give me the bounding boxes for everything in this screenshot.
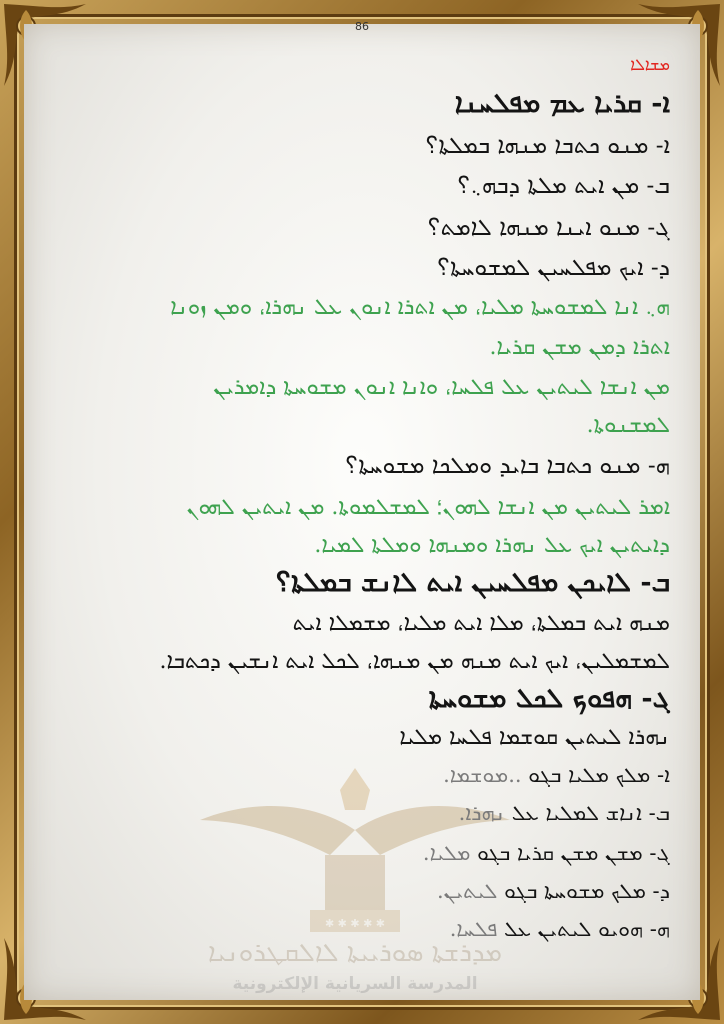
exercise-text: ܓ- ܡܫܢ ܡܫܢ ܩܪܝܐ ܒܓܘ	[477, 841, 670, 865]
exercise-blank: ܠܝܬܝܢ.	[437, 879, 498, 903]
section-a-heading: ܐ- ܩܪܝܐ ܥܡ ܡܦܠܚܢܐ	[454, 88, 670, 119]
page-number: 86	[355, 20, 369, 33]
answer-line: ܕܐܝܬܝܢ ܐܝܟ ܥܠ ܢܗܪܐ ܘܡܢܗܐ ܘܡܠܬܐ ܠܡܝܐ.	[314, 533, 670, 558]
section-c-heading: ܓ- ܗܦܘܟ ܠܟܠ ܡܫܘܚܬܐ	[428, 683, 670, 714]
exercise-text: ܒ- ܐܢܐܫ ܠܡܠܝܐ ܥܠ	[511, 801, 670, 825]
question-2: ܒ- ܡܢ ܐܝܬ ܡܠܬܐ ܕܒܗ܆؟	[457, 173, 670, 199]
exercise-text: ܕ- ܡܠܟ ܡܫܘܚܬܐ ܒܓܘ	[504, 879, 670, 903]
exercise-item	[60, 917, 670, 942]
question-1: ܐ- ܡܢܘ ܟܬܒܐ ܡܢܗܐ ܒܡܠܬܐ؟	[425, 133, 670, 159]
page-title: ܡܫܐܠܐ	[630, 55, 670, 74]
section-b-heading: ܒ- ܠܐܝܟܢ ܡܦܠܚܝܢ ܐܝܬ ܠܐܢܫ ܒܡܠܬܐ؟	[276, 567, 670, 598]
exercise-text: ܗ- ܗܘܝܘ ܠܝܬܝܢ ܥܠ	[503, 917, 670, 941]
answer-line: ܐܬܪܐ ܕܡܢ ܡܫܢ ܩܪܝܐ.	[489, 335, 670, 360]
answer-line: ܡܢ ܐܢܫܐ ܠܝܬܝܢ ܥܠ ܦܠܚܐ، ܘܐܢܐ ܐܢܘܢ ܡܫܘܚܬܐ ܕܐܡܪܝܢ	[213, 375, 670, 400]
answer-line: ܠܡܫܢܘܬܐ.	[586, 413, 670, 438]
watermark-syriac: ܡܕܪܫܬܐ ܣܘܪܝܝܬܐ ܠܐܠܩܛܪܘܢܝܐ	[207, 938, 503, 968]
exercise-text: ܐ- ܡܠܟ ܡܠܝܐ ܒܓܘ	[528, 763, 670, 787]
exercise-item	[60, 801, 670, 826]
question-5: ܗ- ܡܢܘ ܟܬܒܐ ܒܐܝܕ ܘܡܠܟܐ ܡܫܘܚܬܐ؟	[345, 453, 670, 479]
exercise-item	[60, 879, 670, 904]
exercise-item	[60, 841, 670, 866]
watermark-arabic: المدرسة السريانية الإلكترونية	[232, 974, 478, 994]
question-3: ܓ- ܡܢܘ ܐܝܢܐ ܡܢܗܐ ܠܐܡܬ؟	[427, 215, 670, 241]
svg-text:✱ ✱ ✱ ✱ ✱: ✱ ✱ ✱ ✱ ✱	[324, 917, 386, 930]
exercise-blank: ܡܠܝܐ.	[422, 841, 471, 865]
paragraph-line: ܡܢܗ ܐܝܬ ܒܡܠܬܐ، ܡܠܐ ܐܝܬ ܡܠܝܐ، ܡܫܡܠܐ ܐܝܬ	[292, 611, 670, 636]
word-bank: ܢܗܪܐ ܠܝܬܝܢ ܩܘܫܡܐ ܦܠܚܐ ܡܠܝܐ	[399, 725, 670, 750]
answer-line: ܐܡܪ ܠܝܬܝܢ ܡܢ ܐܢܫܐ ܠܗܘܢ؛ ܠܡܫܠܡܘܬܐ. ܡܢ ܐܝܬܝܢ ܠܗܘܢ	[186, 495, 670, 520]
exercise-blank: ܢܗܪܐ.	[458, 801, 506, 825]
paragraph-line: ܠܡܫܡܠܝܢ، ܐܝܟ ܐܝܬ ܡܢܗ ܡܢ ܡܢܗܐ، ܠܟܠ ܐܝܬ ܐܢܫܝܢ ܕܟܬܒܐ.	[159, 649, 670, 674]
question-4: ܕ- ܐܝܟ ܡܦܠܚܝܢ ܠܡܫܘܚܬܐ؟	[437, 255, 670, 281]
exercise-item	[60, 763, 670, 788]
exercise-blank: ܦܠܚܐ.	[449, 917, 498, 941]
exercise-blank: ..ܡܘܫܡܐ.	[443, 763, 522, 787]
answer-line: ܗ܆ ܐܢܐ ܠܡܫܘܚܬܐ ܡܠܝܐ، ܡܢ ܐܬܪܐ ܐܢܘܢ ܥܠ ܢܗܪܐ، ܘܡܢ ܙܘܢܐ	[170, 295, 670, 320]
